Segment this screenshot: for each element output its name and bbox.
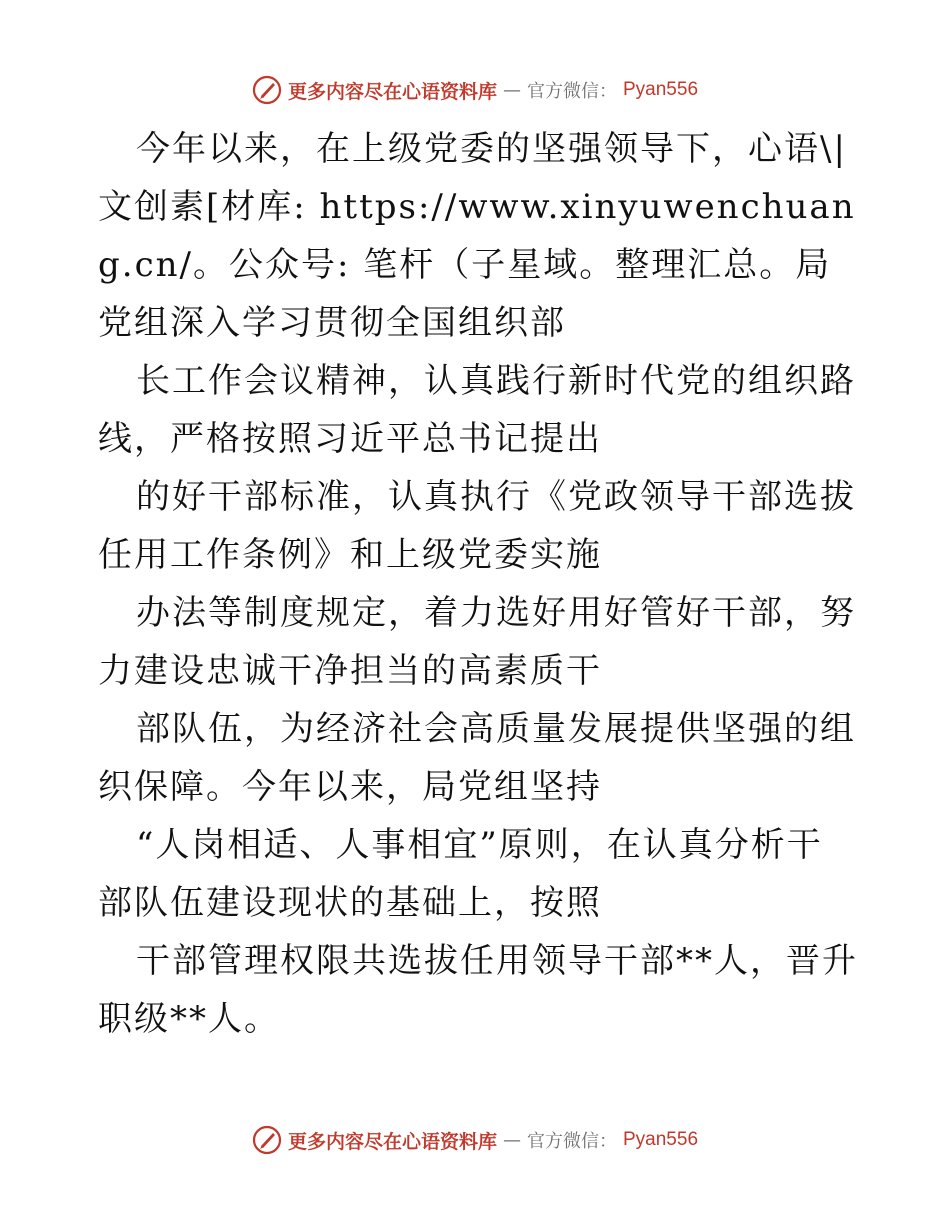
paragraph-6: “人岗相适、人事相宜”原则，在认真分析干部队伍建设现状的基础上，按照 (98, 825, 823, 923)
watermark-wechat-id: Pyan556 (623, 79, 699, 100)
watermark-wechat-id: Pyan556 (623, 1129, 699, 1150)
paragraph-1: 今年以来，在上级党委的坚强领导下，心语\|文创素[材库: https://www.xinyuwenchuang.cn/。公众号: 笔杆（子星域。整理汇总。局党组深入学习贯彻全国组织部 (98, 129, 856, 343)
paragraph-3: 的好干部标准，认真执行《党政领导干部选拔任用工作条例》和上级党委实施 (98, 477, 856, 575)
footer-watermark (0, 1118, 950, 1162)
paragraph-7: 干部管理权限共选拔任用领导干部**人，晋升职级**人。 (98, 941, 858, 1039)
watermark-wechat-label: 官方微信： (527, 1131, 617, 1152)
paragraph-4: 办法等制度规定，着力选好用好管好干部，努力建设忠诚干净担当的高素质干 (98, 593, 856, 691)
quill-logo-icon (252, 1125, 282, 1155)
header-watermark (0, 68, 950, 112)
watermark-wechat-label: 官方微信： (527, 81, 617, 102)
document-body (98, 120, 858, 1048)
watermark-site-text: 更多内容尽在心语资料库 (287, 80, 497, 103)
quill-logo-icon (252, 75, 282, 105)
paragraph-5: 部队伍，为经济社会高质量发展提供坚强的组织保障。今年以来，局党组坚持 (98, 709, 856, 807)
watermark-separator: — (503, 1129, 521, 1151)
watermark-separator: — (503, 79, 521, 101)
paragraph-2: 长工作会议精神，认真践行新时代党的组织路线，严格按照习近平总书记提出 (98, 361, 856, 459)
watermark-site-text: 更多内容尽在心语资料库 (287, 1130, 497, 1153)
